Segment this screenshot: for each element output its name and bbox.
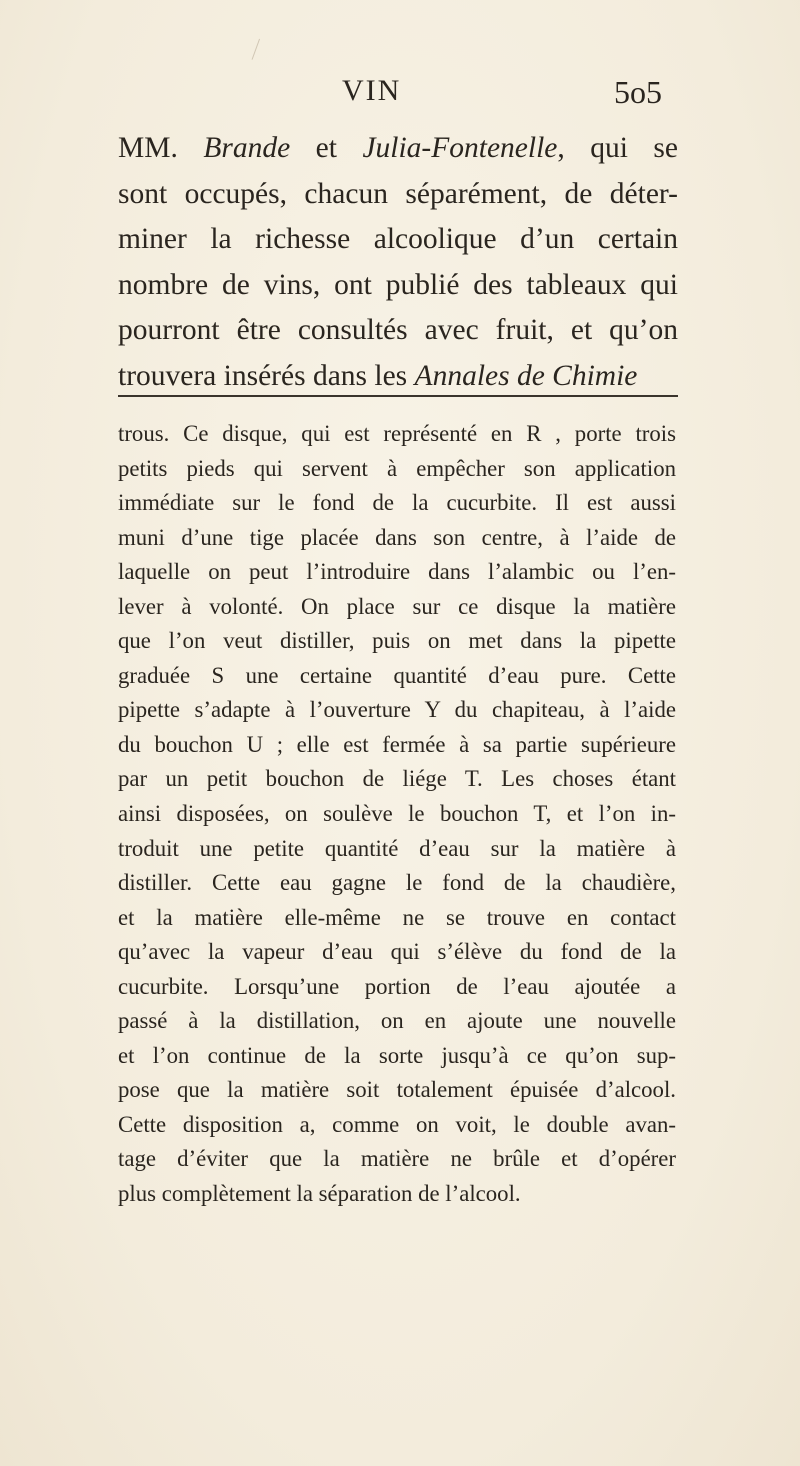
page-number: 5o5 [614,74,662,110]
italic-text: Annales de Chimie [414,359,638,392]
footnote-line: du bouchon U ; elle est fermée à sa partie supérieure [118,731,676,757]
text-segment: miner la richesse alcoolique d’un certain [118,223,678,255]
footnote-line: immédiate sur le fond de la cucurbite. Il est aussi [118,490,676,516]
text-segment: MM. [118,132,204,164]
running-title: VIN [342,74,402,107]
footnote-line: graduée S une certaine quantité d’eau pure. Cette [118,662,676,688]
footnote-line: distiller. Cette eau gagne le fond de la chaudière, [118,870,676,896]
text-line [118,217,678,263]
text-line [118,354,678,400]
footnote-line: muni d’une tige placée dans son centre, à l’aide de [118,524,676,550]
footnote-paragraph [118,417,676,1212]
footnote-line: lever à volonté. On place sur ce disque la matière [118,593,676,619]
footnote-line: et la matière elle-même ne se trouve en contact [118,904,676,930]
text-segment: pourront être consultés avec fruit, et qu’on [118,314,678,346]
text-segment: nombre de vins, ont publié des tableaux qui [118,268,678,301]
page-header [0,70,800,120]
footnote-line: qu’avec la vapeur d’eau qui s’élève du fond de la [118,939,676,965]
footnote-line: pose que la matière soit totalement épuisée d’alcool. [118,1077,676,1103]
italic-text: Julia-Fontenelle [362,132,558,164]
text-line [118,126,678,172]
footnote-line: passé à la distillation, on en ajoute une nouvelle [118,1008,676,1034]
footnote-line: petits pieds qui servent à empêcher son application [118,455,676,481]
footnote-line: tage d’éviter que la matière ne brûle et d’opérer [118,1146,676,1172]
footnote-line: troduit une petite quantité d’eau sur la matière à [118,835,676,861]
text-segment: sont occupés, chacun séparément, de déter- [118,177,678,210]
text-line [118,172,678,218]
footnote-line: plus complètement la séparation de l’alcool. [118,1181,521,1207]
paper-mark [252,39,270,63]
footnote-line: trous. Ce disque, qui est représenté en R , porte trois [118,421,676,446]
footnote-line: que l’on veut distiller, puis on met dans la pipette [118,628,676,654]
text-line [118,308,678,354]
footnote-line: ainsi disposées, on soulève le bouchon T, et l’on in- [118,801,676,827]
main-paragraph [118,126,678,399]
footnote-line: cucurbite. Lorsqu’une portion de l’eau ajoutée a [118,973,676,999]
italic-text: Brande [203,132,291,164]
text-segment: trouvera insérés dans les [118,359,415,392]
text-line [118,263,678,309]
text-segment: , qui se [557,132,678,164]
footnote-line: pipette s’adapte à l’ouverture Y du chapiteau, à l’aide [118,697,676,723]
footnote-divider [118,395,678,397]
footnote-line: Cette disposition a, comme on voit, le double avan- [118,1111,676,1137]
text-segment: et [290,132,363,164]
footnote-line: laquelle on peut l’introduire dans l’alambic ou l’en- [118,559,676,585]
footnote-line: et l’on continue de la sorte jusqu’à ce qu’on sup- [118,1042,676,1068]
footnote-line: par un petit bouchon de liége T. Les choses étant [118,766,676,792]
